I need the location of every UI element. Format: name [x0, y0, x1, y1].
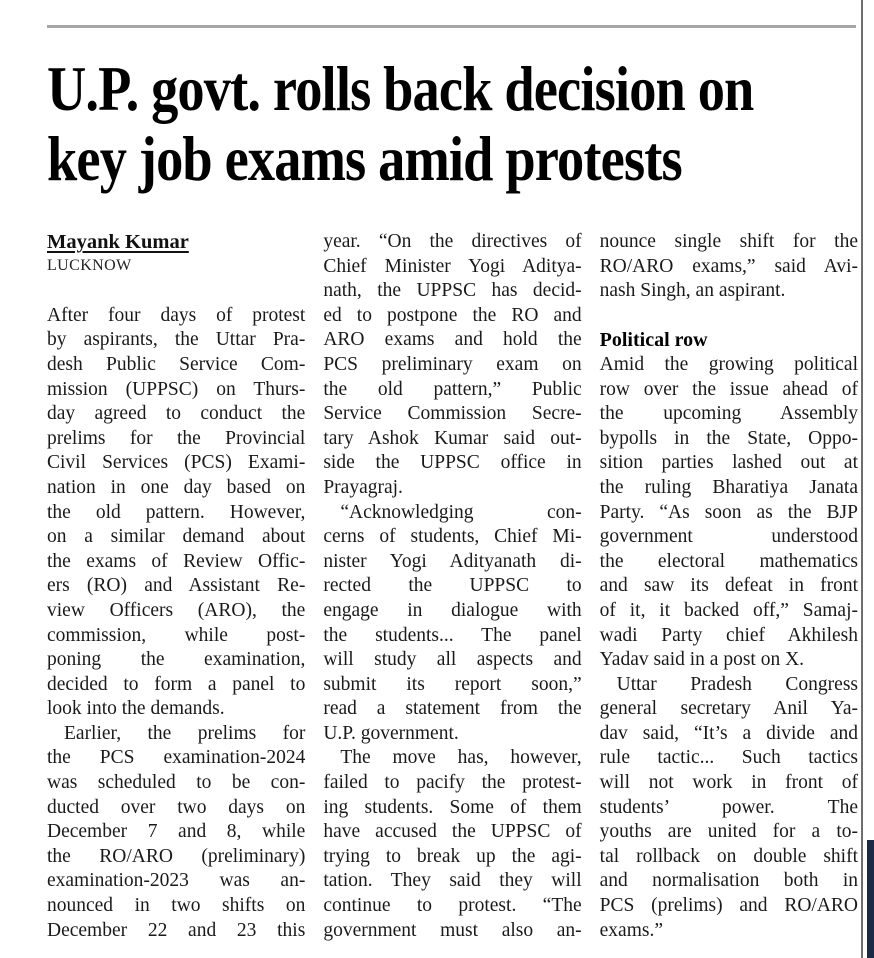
text-line: ducted over two days on: [47, 796, 306, 818]
text-line: After four days of protest: [47, 304, 306, 326]
text-line: government understood: [599, 526, 858, 548]
blank-line: [600, 305, 858, 330]
text-line: December 22 and 23 this: [47, 919, 306, 941]
text-line: tary Ashok Kumar said out-: [323, 427, 582, 449]
text-line: trying to break up the agi-: [323, 845, 582, 867]
article-column-2: [323, 231, 581, 944]
text-line: Yadav said in a post on X.: [599, 649, 805, 671]
text-line: continue to protest. “The: [323, 895, 582, 917]
text-line: on a similar demand about: [47, 526, 306, 548]
text-line: Amid the growing political: [599, 353, 858, 375]
column-2-lines: [323, 231, 581, 944]
headline-line-1: U.P. govt. rolls back decision on: [47, 53, 754, 124]
text-line: the old pattern. However,: [47, 501, 306, 523]
text-line: the PCS examination-2024: [47, 747, 306, 769]
text-line: U.P. government.: [323, 722, 459, 744]
column-divider-rule: [861, 0, 863, 958]
text-line: the ruling Bharatiya Janata: [599, 476, 858, 498]
text-line: row over the issue ahead of: [599, 378, 858, 400]
text-line: nister Yogi Adityanath di-: [323, 550, 582, 572]
text-line: nounce single shift for the: [599, 231, 858, 252]
dateline: LUCKNOW: [47, 257, 132, 274]
text-line: nath, the UPPSC has decid-: [323, 280, 582, 302]
column-3-lines: [600, 231, 858, 944]
text-line: The move has, however,: [340, 747, 582, 769]
text-line: students’ power. The: [599, 796, 858, 818]
text-line: sition parties lashed out at: [599, 452, 858, 474]
text-line: view Officers (ARO), the: [47, 599, 306, 621]
text-line: poning the examination,: [47, 649, 306, 671]
text-line: the exams of Review Offic-: [47, 550, 306, 572]
text-line: failed to pacify the protest-: [323, 772, 582, 794]
text-line: ing students. Some of them: [323, 796, 582, 818]
text-line: “Acknowledging con-: [340, 501, 582, 523]
text-line: will not work in front of: [599, 772, 858, 794]
text-line: RO/ARO exams,” said Avi-: [599, 255, 858, 277]
text-line: ed to postpone the RO and: [323, 304, 582, 326]
text-line: the RO/ARO (preliminary): [47, 845, 306, 867]
text-line: the upcoming Assembly: [599, 403, 858, 425]
text-line: Civil Services (PCS) Exami-: [47, 452, 306, 474]
text-line: engage in dialogue with: [323, 599, 582, 621]
text-line: commission, while post-: [47, 624, 306, 646]
text-line: decided to form a panel to: [47, 673, 306, 695]
text-line: Service Commission Secre-: [323, 403, 582, 425]
text-line: year. “On the directives of: [323, 231, 582, 252]
text-line: nash Singh, an aspirant.: [599, 280, 786, 302]
text-line: Party. “As soon as the BJP: [599, 501, 858, 523]
text-line: general secretary Anil Ya-: [599, 698, 858, 720]
text-line: the old pattern,” Public: [323, 378, 582, 400]
article-column-3: [600, 231, 858, 944]
section-subhead: Political row: [599, 329, 708, 352]
text-line: day agreed to conduct the: [47, 403, 306, 425]
text-line: submit its report soon,”: [323, 673, 582, 695]
headline-line-2: key job exams amid protests: [47, 123, 682, 194]
text-line: the electoral mathematics: [599, 550, 858, 572]
text-line: exams.”: [599, 919, 664, 941]
text-line: and normalisation both in: [599, 870, 858, 892]
text-line: nation in one day based on: [47, 476, 306, 498]
text-line: will study all aspects and: [323, 649, 582, 671]
top-separator-rule: [47, 25, 856, 28]
text-line: tation. They said they will: [323, 870, 582, 892]
text-line: youths are united for a to-: [599, 821, 858, 843]
text-line: by aspirants, the Uttar Pra-: [47, 329, 306, 351]
text-line: desh Public Service Com-: [47, 353, 306, 375]
adjacent-image-edge: [867, 840, 874, 958]
text-line: the students... The panel: [323, 624, 582, 646]
text-line: December 7 and 8, while: [47, 821, 306, 843]
text-line: examination-2023 was an-: [47, 870, 306, 892]
text-line: PCS preliminary exam on: [323, 353, 582, 375]
text-line: bypolls in the State, Oppo-: [599, 427, 858, 449]
text-line: wadi Party chief Akhilesh: [599, 624, 858, 646]
article-headline: [47, 54, 862, 194]
text-line: Uttar Pradesh Congress: [616, 673, 858, 695]
text-line: rected the UPPSC to: [323, 575, 582, 597]
column-1-lines: [47, 305, 305, 944]
text-line: ARO exams and hold the: [323, 329, 582, 351]
byline-gap: [47, 281, 305, 305]
text-line: PCS (prelims) and RO/ARO: [599, 895, 858, 917]
text-line: cerns of students, Chief Mi-: [323, 526, 582, 548]
text-line: of it, it backed off,” Samaj-: [599, 599, 858, 621]
text-line: look into the demands.: [47, 698, 225, 720]
text-line: nounced in two shifts on: [47, 895, 306, 917]
text-line: Prayagraj.: [323, 476, 403, 498]
article-body: [47, 231, 858, 944]
article-column-1: [47, 231, 305, 944]
text-line: side the UPPSC office in: [323, 452, 582, 474]
text-line: prelims for the Provincial: [47, 427, 306, 449]
text-line: ers (RO) and Assistant Re-: [47, 575, 306, 597]
text-line: rule tactic... Such tactics: [599, 747, 858, 769]
byline: Mayank Kumar: [47, 231, 189, 253]
text-line: was scheduled to be con-: [47, 772, 306, 794]
text-line: have accused the UPPSC of: [323, 821, 582, 843]
text-line: Earlier, the prelims for: [64, 722, 306, 744]
text-line: tal rollback on double shift: [599, 845, 858, 867]
text-line: government must also an-: [323, 919, 582, 941]
text-line: dav said, “It’s a divide and: [599, 722, 858, 744]
text-line: Chief Minister Yogi Aditya-: [323, 255, 582, 277]
text-line: mission (UPPSC) on Thurs-: [47, 378, 306, 400]
text-line: read a statement from the: [323, 698, 582, 720]
text-line: and saw its defeat in front: [599, 575, 858, 597]
